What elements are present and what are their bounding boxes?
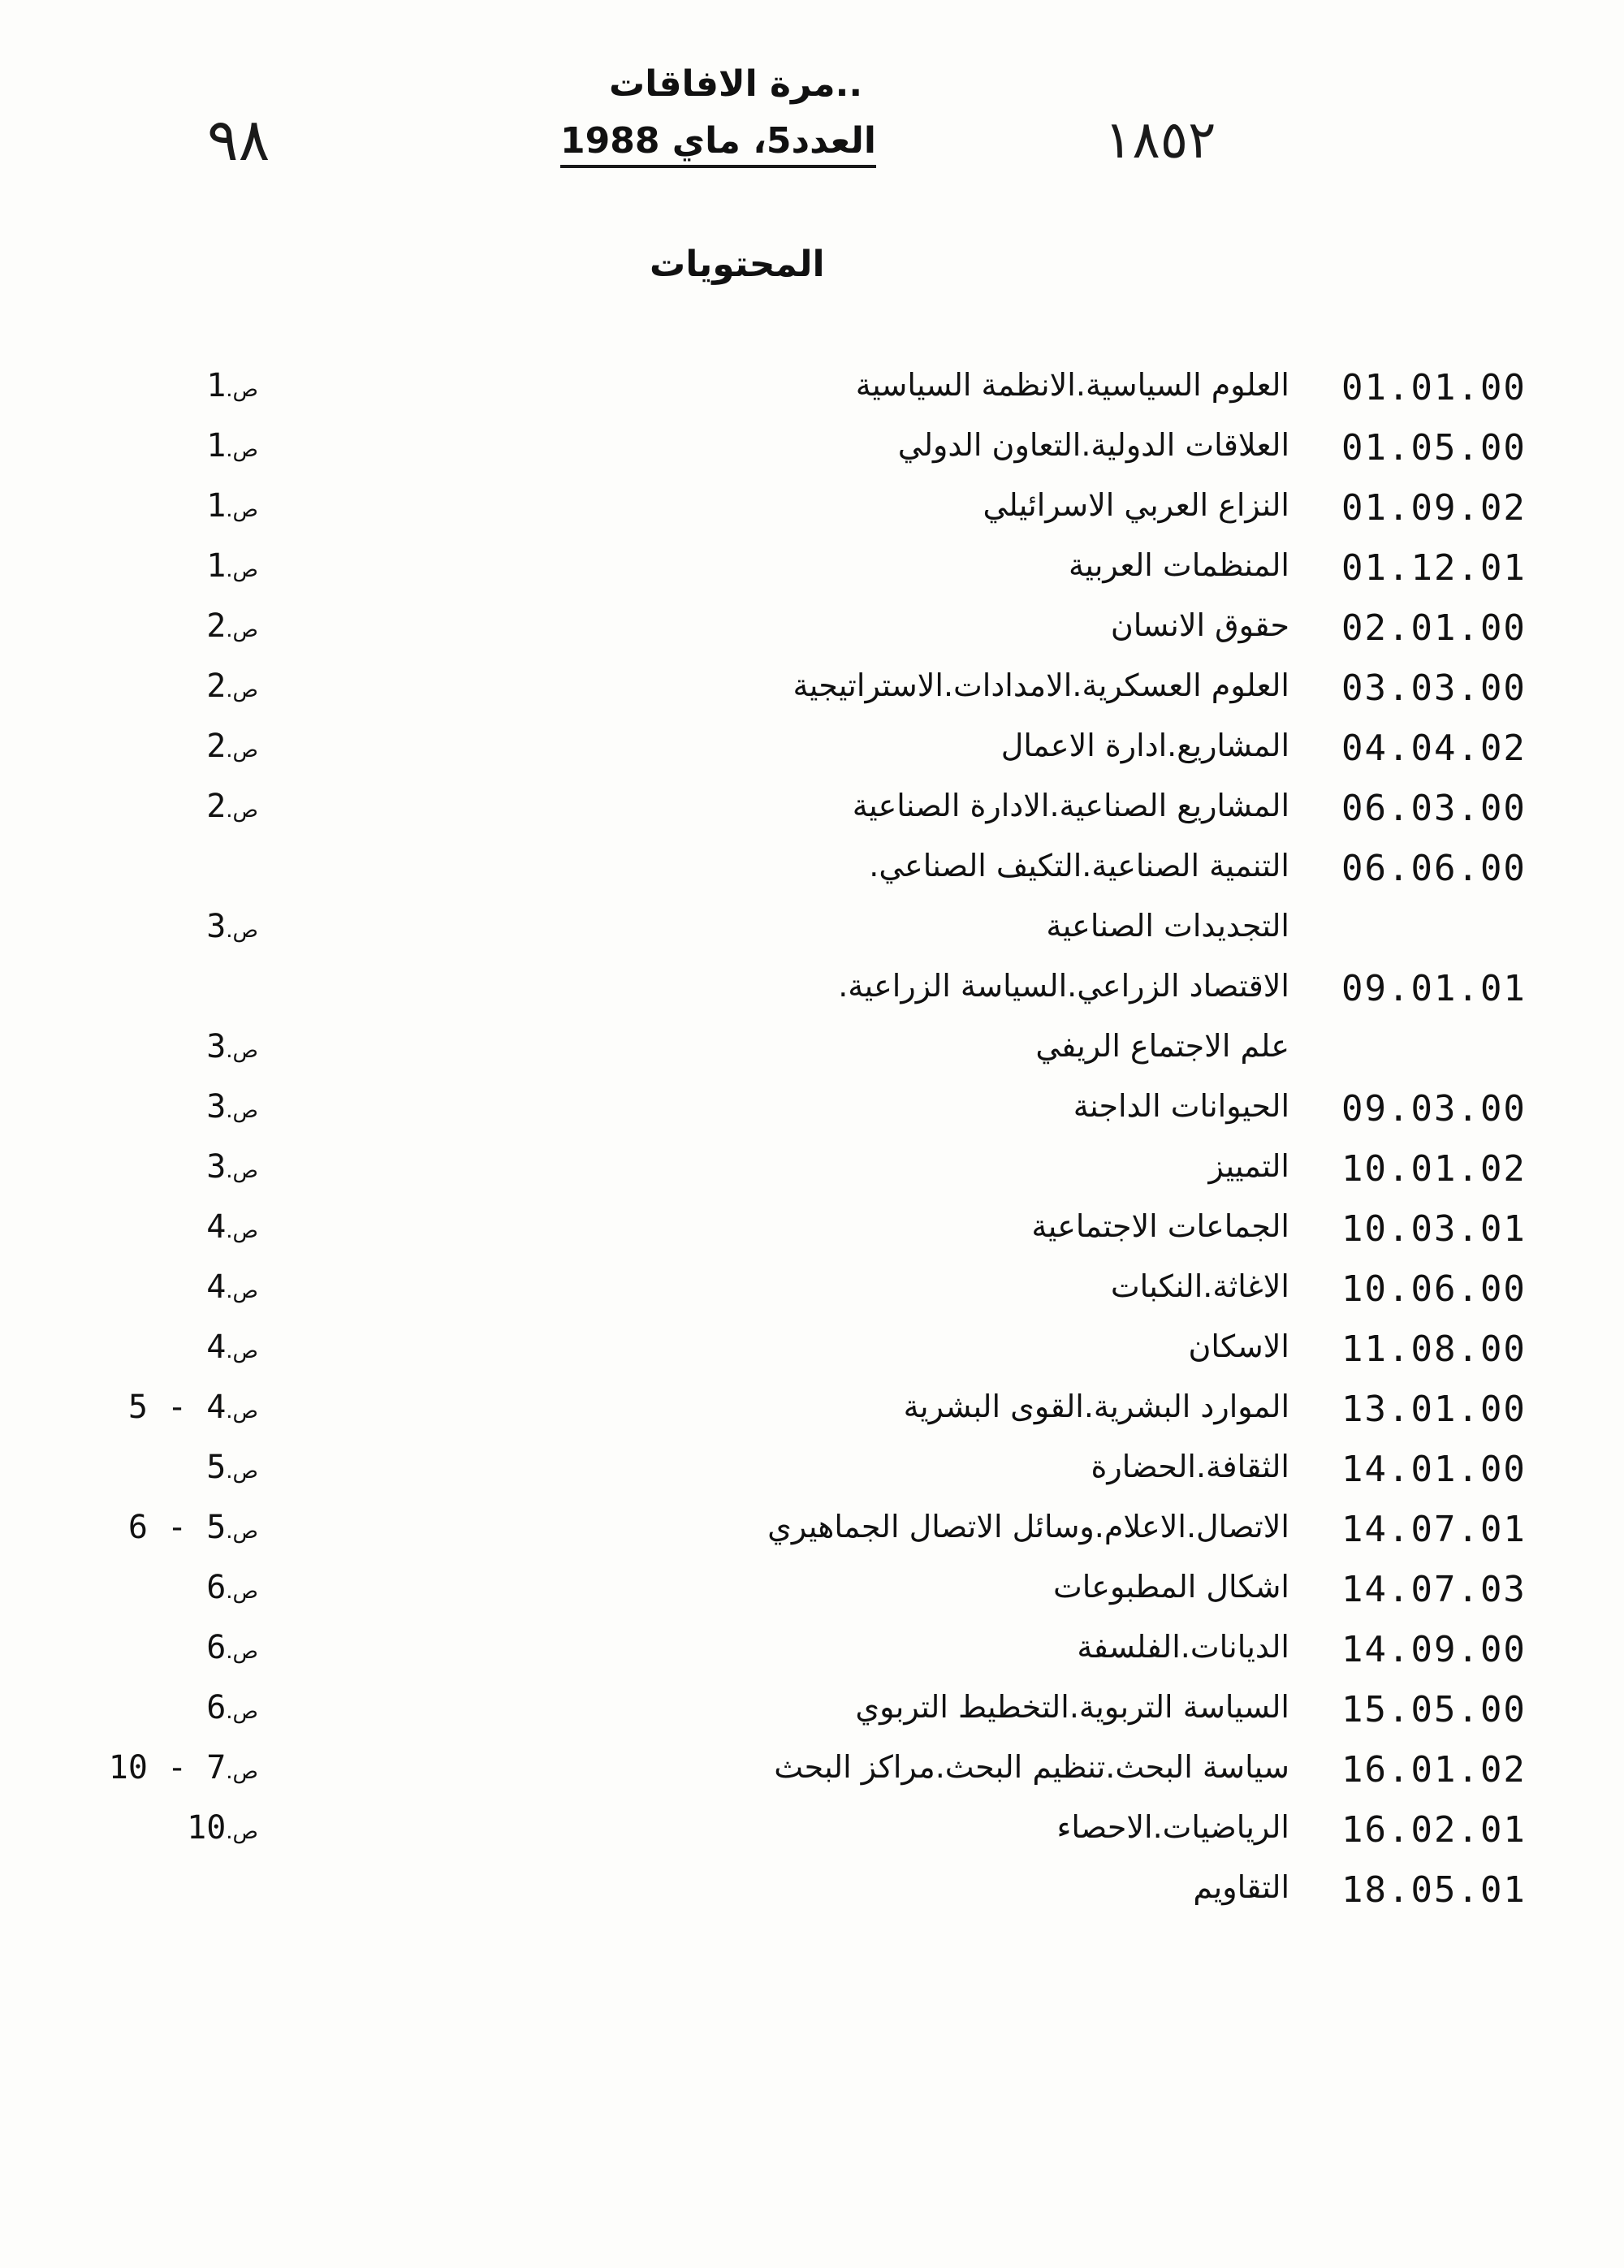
toc-title: الاقتصاد الزراعي.السياسة الزراعية. — [838, 968, 1289, 1004]
toc-page: 3 — [206, 1088, 227, 1125]
toc-code: 01.12.01 — [1341, 547, 1527, 589]
toc-page: 2 — [206, 607, 227, 645]
toc-line — [0, 1689, 1624, 1738]
issue-line: العدد5، ماي 1988 — [560, 120, 876, 168]
toc-line — [0, 1869, 1624, 1918]
page-abbr: ص. — [226, 1700, 258, 1724]
toc-title: المشاريع.ادارة الاعمال — [1000, 728, 1289, 763]
page-abbr: ص. — [226, 1279, 258, 1303]
page-abbr: ص. — [226, 1459, 258, 1484]
toc-code: 11.08.00 — [1341, 1328, 1527, 1370]
toc-line — [0, 1389, 1624, 1437]
toc-page-ref — [15, 1629, 258, 1666]
toc-title: الديانات.الفلسفة — [1077, 1629, 1289, 1665]
toc-code: 01.09.02 — [1341, 487, 1527, 529]
toc-title: المنظمات العربية — [1069, 547, 1289, 583]
toc-line — [0, 667, 1624, 716]
toc-page-ref — [15, 1509, 258, 1546]
toc-page-ref — [15, 667, 258, 705]
toc-line — [0, 1809, 1624, 1858]
toc-page-ref — [15, 1208, 258, 1246]
toc-code: 09.03.00 — [1341, 1088, 1527, 1130]
toc-line — [0, 908, 1624, 957]
toc-page-ref — [15, 728, 258, 765]
toc-page-ref — [15, 1328, 258, 1366]
toc-code: 01.05.00 — [1341, 427, 1527, 469]
toc-page: 1 — [206, 367, 227, 404]
toc-line — [0, 1268, 1624, 1317]
handwritten-mark-left: ٩٨ — [207, 106, 270, 174]
page-abbr: ص. — [226, 1399, 258, 1423]
toc-page: 1 — [206, 547, 227, 585]
toc-code: 15.05.00 — [1341, 1689, 1527, 1730]
toc-code: 09.01.01 — [1341, 968, 1527, 1009]
toc-page: 6 — [206, 1569, 227, 1606]
toc-line — [0, 427, 1624, 476]
toc-page: 5 — [206, 1449, 227, 1486]
toc-page-ref — [15, 1689, 258, 1726]
toc-page: 4 — [206, 1268, 227, 1306]
toc-page-ref — [15, 1569, 258, 1606]
toc-page: 7 - 10 — [108, 1749, 227, 1786]
toc-code: 14.09.00 — [1341, 1629, 1527, 1670]
toc-title: سياسة البحث.تنظيم البحث.مراكز البحث — [774, 1749, 1289, 1785]
toc-title: الاغاثة.النكبات — [1110, 1268, 1289, 1304]
toc-line — [0, 1509, 1624, 1557]
toc-line — [0, 1148, 1624, 1197]
toc-title: التقاويم — [1193, 1869, 1289, 1905]
toc-title: الثقافة.الحضارة — [1091, 1449, 1289, 1484]
page-abbr: ص. — [226, 1219, 258, 1243]
toc-page: 3 — [206, 908, 227, 945]
toc-line — [0, 1749, 1624, 1798]
toc-title: العلاقات الدولية.التعاون الدولي — [897, 427, 1289, 463]
toc-line — [0, 968, 1624, 1017]
toc-code: 16.02.01 — [1341, 1809, 1527, 1851]
toc-page-ref — [15, 1028, 258, 1065]
toc-line — [0, 367, 1624, 416]
toc-line — [0, 788, 1624, 836]
toc-line — [0, 1328, 1624, 1377]
toc-page-ref — [15, 1268, 258, 1306]
toc-title: الاسكان — [1188, 1328, 1289, 1364]
toc-page: 4 — [206, 1328, 227, 1366]
toc-title: الحيوانات الداجنة — [1073, 1088, 1289, 1124]
toc-code: 18.05.01 — [1341, 1869, 1527, 1911]
toc-title: الموارد البشرية.القوى البشرية — [903, 1389, 1289, 1424]
toc-page-ref — [15, 788, 258, 825]
page-abbr: ص. — [226, 1159, 258, 1183]
toc-line — [0, 487, 1624, 536]
toc-page-ref — [15, 1449, 258, 1486]
toc-page: 1 — [206, 487, 227, 525]
toc-title: التنمية الصناعية.التكيف الصناعي. — [869, 848, 1289, 883]
toc-title: العلوم العسكرية.الامدادات.الاستراتيجية — [793, 667, 1289, 703]
page-abbr: ص. — [226, 1760, 258, 1784]
toc-page-ref — [15, 547, 258, 585]
page-abbr: ص. — [226, 918, 258, 943]
toc-page-ref — [15, 367, 258, 404]
toc-page-ref — [15, 1809, 258, 1847]
toc-page-ref — [15, 1148, 258, 1186]
toc-code: 10.01.02 — [1341, 1148, 1527, 1190]
toc-title: الرياضيات.الاحصاء — [1056, 1809, 1289, 1845]
toc-code: 03.03.00 — [1341, 667, 1527, 709]
toc-code: 06.03.00 — [1341, 788, 1527, 829]
toc-page: 6 — [206, 1689, 227, 1726]
toc-page-ref — [15, 487, 258, 525]
toc-page-ref — [15, 427, 258, 464]
handwritten-mark-right: ١٨٥٢ — [1104, 110, 1216, 171]
journal-title: ..مرة الافاقات — [609, 63, 863, 105]
toc-title: العلوم السياسية.الانظمة السياسية — [855, 367, 1289, 403]
page-abbr: ص. — [226, 1339, 258, 1363]
page-abbr: ص. — [226, 1519, 258, 1544]
toc-page: 2 — [206, 667, 227, 705]
toc-page: 4 - 5 — [127, 1389, 227, 1426]
toc-title: السياسة التربوية.التخطيط التربوي — [855, 1689, 1289, 1725]
toc-page: 3 — [206, 1028, 227, 1065]
toc-title: علم الاجتماع الريفي — [1035, 1028, 1289, 1064]
page-abbr: ص. — [226, 558, 258, 582]
toc-page-ref — [15, 1088, 258, 1125]
page-abbr: ص. — [226, 1639, 258, 1664]
toc-line — [0, 607, 1624, 656]
page-abbr: ص. — [226, 1099, 258, 1123]
toc-line — [0, 547, 1624, 596]
toc-title: الجماعات الاجتماعية — [1031, 1208, 1289, 1244]
toc-line — [0, 1569, 1624, 1618]
toc-code: 10.06.00 — [1341, 1268, 1527, 1310]
page-abbr: ص. — [226, 738, 258, 762]
toc-page-ref — [15, 607, 258, 645]
toc-code: 02.01.00 — [1341, 607, 1527, 649]
toc-line — [0, 848, 1624, 896]
toc-page-ref — [15, 1749, 258, 1786]
contents-heading: المحتويات — [650, 244, 825, 285]
toc-line — [0, 1629, 1624, 1678]
page-abbr: ص. — [226, 678, 258, 702]
toc-title: اشكال المطبوعات — [1052, 1569, 1289, 1605]
toc-line — [0, 1449, 1624, 1497]
toc-line — [0, 1028, 1624, 1077]
page-abbr: ص. — [226, 438, 258, 462]
toc-code: 04.04.02 — [1341, 728, 1527, 769]
toc-page: 1 — [206, 427, 227, 464]
toc-page: 2 — [206, 788, 227, 825]
toc-title: التمييز — [1208, 1148, 1289, 1184]
toc-code: 13.01.00 — [1341, 1389, 1527, 1430]
toc-page: 6 — [206, 1629, 227, 1666]
toc-page: 3 — [206, 1148, 227, 1186]
page-abbr: ص. — [226, 1039, 258, 1063]
page-abbr: ص. — [226, 1820, 258, 1844]
toc-title: الاتصال.الاعلام.وسائل الاتصال الجماهيري — [767, 1509, 1289, 1544]
toc-code: 16.01.02 — [1341, 1749, 1527, 1791]
toc-page: 4 — [206, 1208, 227, 1246]
toc-page: 10 — [187, 1809, 227, 1847]
toc-code: 14.07.03 — [1341, 1569, 1527, 1610]
toc-page-ref — [15, 908, 258, 945]
toc-page: 2 — [206, 728, 227, 765]
page-abbr: ص. — [226, 798, 258, 823]
toc-page: 5 - 6 — [127, 1509, 227, 1546]
toc-code: 06.06.00 — [1341, 848, 1527, 889]
toc-code: 14.07.01 — [1341, 1509, 1527, 1550]
toc-line — [0, 728, 1624, 776]
toc-code: 01.01.00 — [1341, 367, 1527, 408]
toc-title: النزاع العربي الاسرائيلي — [983, 487, 1289, 523]
toc-line — [0, 1088, 1624, 1137]
toc-code: 14.01.00 — [1341, 1449, 1527, 1490]
toc-page-ref — [15, 1389, 258, 1426]
toc-title: حقوق الانسان — [1110, 607, 1289, 643]
page-abbr: ص. — [226, 1579, 258, 1604]
page-abbr: ص. — [226, 618, 258, 642]
toc-code: 10.03.01 — [1341, 1208, 1527, 1250]
toc-title: التجديدات الصناعية — [1046, 908, 1289, 944]
page-abbr: ص. — [226, 378, 258, 402]
toc-title: المشاريع الصناعية.الادارة الصناعية — [852, 788, 1289, 823]
page-abbr: ص. — [226, 498, 258, 522]
toc-line — [0, 1208, 1624, 1257]
